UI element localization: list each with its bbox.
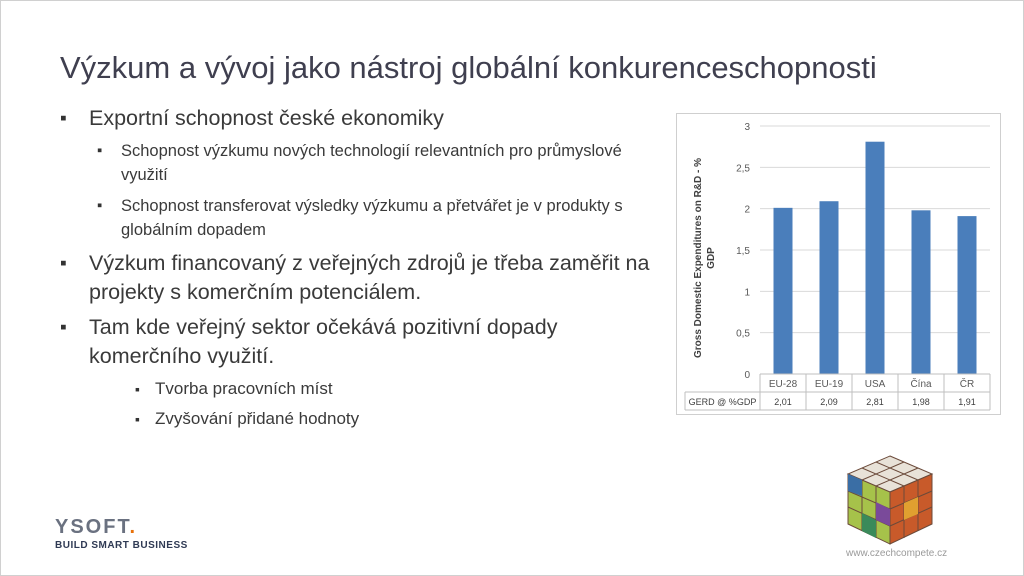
bullet-public-sector: ▪ Tam kde veřejný sektor očekává pozitivní dopady komerčního využití.	[60, 313, 609, 371]
data-table-value: 2,01	[774, 397, 792, 407]
data-table-value: 2,09	[820, 397, 838, 407]
gerd-chart	[676, 113, 1001, 415]
y-tick-label: 0	[744, 370, 750, 381]
y-axis-title-line: GDP	[706, 247, 717, 269]
subbullet-jobs: ▪ Tvorba pracovních míst	[60, 377, 670, 401]
series-legend-label: GERD @ %GDP	[688, 397, 757, 407]
y-tick-label: 3	[744, 122, 750, 133]
cube-logo	[840, 450, 940, 550]
bullet-list	[60, 104, 670, 437]
bullet-public-funding: ▪ Výzkum financovaný z veřejných zdrojů je třeba zaměřit na projekty s komerčním potenciálem.	[60, 249, 679, 307]
bar-3	[866, 142, 885, 374]
y-tick-label: 2,5	[736, 163, 750, 175]
data-table-value: 1,98	[912, 397, 930, 407]
y-axis-title	[693, 158, 717, 358]
x-category-label: ČR	[959, 379, 975, 390]
y-tick-label: 0,5	[736, 328, 750, 340]
bar-5	[958, 216, 977, 374]
x-category-label: EU-19	[814, 379, 844, 390]
x-category-label: EU-28	[768, 379, 798, 390]
subbullet-value: ▪ Zvyšování přidané hodnoty	[60, 407, 670, 431]
subbullet-research: ▪ Schopnost výzkumu nových technologií relevantních pro průmyslové využití	[60, 139, 661, 187]
y-tick-label: 1,5	[736, 246, 750, 257]
subbullet-transfer: ▪ Schopnost transferovat výsledky výzkumu a přetvářet je v produkty s globálním dopadem	[60, 194, 661, 242]
ysoft-logo	[55, 516, 188, 551]
data-table-value: 1,91	[958, 397, 976, 407]
footer-url: www.czechcompete.cz	[846, 548, 948, 559]
logo-accent: .	[129, 516, 138, 538]
logo-mark-text: YSOFT	[55, 516, 130, 538]
chart-svg	[677, 114, 1000, 414]
logo-tagline: BUILD SMART BUSINESS	[55, 540, 188, 551]
bullet-export: ▪ Exportní schopnost české ekonomiky	[60, 104, 670, 133]
slide-title: Výzkum a vývoj jako nástroj globální konkurenceschopnosti	[60, 50, 877, 85]
data-table-value: 2,81	[866, 397, 884, 407]
y-axis-title-line: Gross Domestic Expenditures on R&D - %	[693, 157, 704, 359]
x-category-label: Čína	[910, 379, 932, 390]
y-tick-label: 1	[744, 287, 750, 299]
bar-2	[820, 201, 839, 374]
bar-4	[912, 210, 931, 374]
x-category-label: USA	[864, 379, 886, 390]
bar-1	[774, 208, 793, 374]
y-tick-label: 2	[744, 204, 750, 216]
